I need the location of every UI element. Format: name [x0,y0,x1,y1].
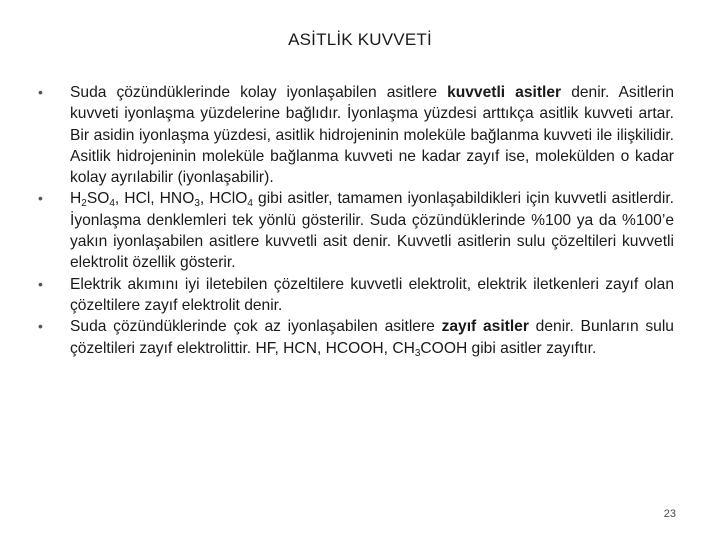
bullet-dot-icon: • [38,318,43,335]
formula-subscript: 4 [247,198,253,210]
bullet-strong-acids-definition [38,82,674,188]
formula-text: HNO [159,190,195,208]
bullet-dot-icon: • [38,84,43,100]
formula-text: H [70,190,82,208]
formula-subscript: 4 [109,198,115,210]
formula-separator: , HCl, [114,190,160,208]
bullet-text: gibi asitler, tamamen iyonlaşabildikleri için kuvvetli asitlerdir. İyonlaşma denklemleri tek yönlü gösterilir. Suda çözündüklerinde %100 ya da %100’e yakın iyonlaşabilen asitlere kuvvetli asit denir. Kuvvetli asitlerin sulu çözeltileri kuvvetli elektrolit özellik gösterir. [70,190,674,272]
formula-subscript: 2 [81,198,87,210]
bullet-text: Suda çözündüklerinde kolay iyonlaşabilen asitlere [70,84,448,101]
bullet-list [38,82,674,359]
formula-subscript: 3 [414,347,421,359]
page-number: 23 [663,508,676,520]
formula-text: HClO [209,190,248,208]
bullet-text: COOH gibi asitler zayıftır. [420,339,597,357]
formula-text: SO [86,190,110,208]
bold-term: kuvvetli asitler [447,84,562,101]
bullet-weak-acids [38,316,674,359]
bullet-dot-icon: • [38,190,43,207]
bullet-text: denir. Bunların sulu çözeltileri zayıf elektrolittir. HF, HCN, HCOOH, CH [70,318,674,357]
bullet-electrolytes [38,274,674,317]
bullet-dot-icon: • [38,275,43,292]
formula-subscript: 3 [194,198,200,210]
bullet-text: Elektrik akımını iyi iletebilen çözeltilere kuvvetli elektrolit, elektrik iletkenleri zayıf olan çözeltilere zayıf elektrolit denir. [70,275,674,314]
bold-term: zayıf asitler [441,318,529,336]
slide-title: ASİTLİK KUVVETİ [288,30,432,49]
bullet-text: Suda çözündüklerinde çok az iyonlaşabilen asitlere [70,318,442,336]
formula-separator: , [199,190,210,208]
bullet-text: denir. Asitlerin kuvveti iyonlaşma yüzdelerine bağlıdır. İyonlaşma yüzdesi arttıkça asitlik kuvveti artar. Bir asidin iyonlaşma yüzdesi, asitlik hidrojeninin moleküle bağlanma kuvveti ile ilişkilidir. Asitlik hidrojeninin moleküle bağlanma kuvveti ne kadar zayıf ise, molekülden o kadar kolay ayrılabilir (iyonlaşabilir). [70,84,674,187]
bullet-strong-acid-examples [38,188,674,273]
